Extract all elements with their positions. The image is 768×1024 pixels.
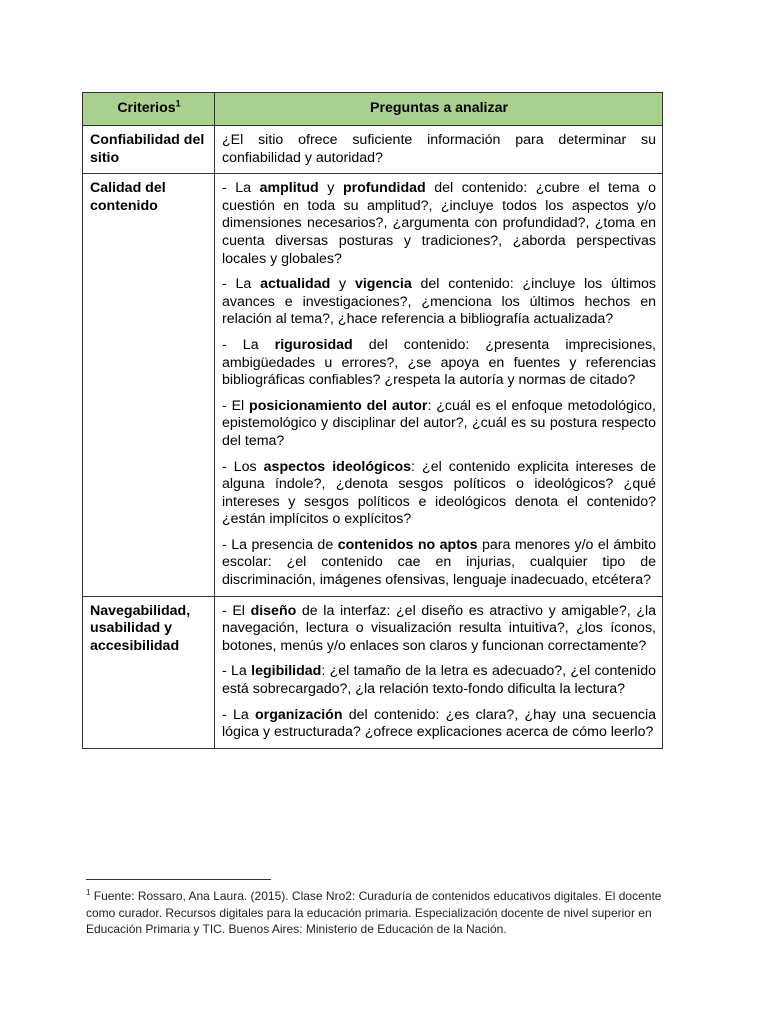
question-text: para menores y/o el ámbito escolar: ¿el contenido cae en injurias, cualquier tipo de discriminación, imágenes ofensivas, lenguaje inadecuado, etcétera? bbox=[222, 536, 657, 589]
question-paragraph bbox=[222, 132, 656, 167]
question-text: - Los bbox=[222, 458, 264, 475]
criterion-cell: Calidad del contenido bbox=[83, 174, 215, 596]
question-paragraph bbox=[222, 707, 656, 742]
question-text: de la interfaz: ¿el diseño es atractivo y amigable?, ¿la navegación, lectura o visualización resulta intuitiva?, ¿los íconos, botones, menús y/o enlaces son claros y funcionan correctamente? bbox=[222, 602, 656, 654]
question-text: - El bbox=[222, 397, 250, 414]
question-text: - La bbox=[222, 276, 261, 293]
question-paragraph bbox=[222, 276, 656, 329]
question-text: - La bbox=[222, 706, 256, 723]
question-text: y bbox=[330, 276, 355, 293]
key-term: diseño bbox=[250, 602, 297, 619]
key-term: aspectos ideológicos bbox=[263, 458, 412, 475]
question-text: - El bbox=[222, 602, 251, 619]
header-criterios: Criterios$^1$ bbox=[83, 93, 215, 126]
key-term: profundidad bbox=[342, 180, 426, 197]
footnote-mark: 1 bbox=[86, 888, 91, 897]
table-row bbox=[83, 596, 663, 748]
question-text: del contenido: ¿es clara?, ¿hay una secuencia lógica y estructurada? ¿ofrece explicaciones acerca de cómo leerlo? bbox=[222, 706, 657, 741]
question-text: : ¿cuál es el enfoque metodológico, epistemológico y disciplinar del autor?, ¿cuál es su postura respecto del tema? bbox=[222, 397, 656, 449]
footnote-ref: 1 bbox=[175, 98, 181, 109]
question-paragraph bbox=[222, 180, 656, 268]
question-paragraph bbox=[222, 459, 656, 529]
question-paragraph bbox=[222, 663, 656, 698]
table-header-row bbox=[83, 93, 663, 126]
table-row bbox=[83, 174, 663, 596]
question-text: : ¿el tamaño de la letra es adecuado?, ¿el contenido está sobrecargado?, ¿la relación texto-fondo dificulta la lectura? bbox=[222, 663, 656, 698]
key-term: legibilidad bbox=[251, 663, 322, 680]
question-text: - La bbox=[222, 336, 275, 353]
question-text: del contenido: ¿presenta imprecisiones, ambigüedades u errores?, ¿se apoya en fuentes y referencias bibliográficas confiables? ¿respeta la autoría y normas de citado? bbox=[222, 336, 656, 389]
questions-cell bbox=[215, 126, 663, 174]
question-text: del contenido: ¿cubre el tema o cuestión en toda su amplitud?, ¿incluye todos los aspectos y/o dimensiones necesarios?, ¿argumenta con profundidad?, ¿toma en cuenta diversas posturas y tradiciones?, ¿aborda perspectivas locales y globales? bbox=[222, 180, 657, 267]
key-term: rigurosidad bbox=[274, 336, 353, 353]
key-term: actualidad bbox=[260, 276, 331, 293]
key-term: posicionamiento del autor bbox=[249, 397, 428, 414]
key-term: vigencia bbox=[354, 276, 412, 293]
footnote bbox=[86, 888, 666, 938]
question-paragraph bbox=[222, 398, 656, 451]
question-paragraph bbox=[222, 603, 656, 656]
question-text: del contenido: ¿incluye los últimos avances e investigaciones?, ¿menciona los últimos hechos en relación al tema?, ¿hace referencia a bibliografía actualizada? bbox=[222, 276, 656, 328]
criterion-cell: Navegabilidad, usabilidad y accesibilidad bbox=[83, 596, 215, 748]
key-term: contenidos no aptos bbox=[337, 536, 478, 553]
criteria-table bbox=[82, 92, 663, 749]
question-text: - La bbox=[222, 663, 252, 680]
footnote-text: Fuente: Rossaro, Ana Laura. (2015). Clase Nro2: Curaduría de contenidos educativos digitales. El docente como curador. Recursos digitales para la educación primaria. Especialización docente de nivel superior en Educación Primaria y TIC. Buenos Aires: Ministerio de Educación de la Nación. bbox=[86, 889, 662, 936]
table-row bbox=[83, 126, 663, 174]
footnote-divider bbox=[86, 879, 271, 880]
question-text: ¿El sitio ofrece suficiente información para determinar su confiabilidad y autoridad? bbox=[222, 132, 656, 166]
header-preguntas: Preguntas a analizar bbox=[215, 93, 663, 126]
key-term: amplitud bbox=[259, 180, 319, 197]
question-paragraph bbox=[222, 537, 656, 590]
key-term: organización bbox=[255, 706, 343, 723]
question-text: - La bbox=[222, 180, 260, 197]
questions-cell bbox=[215, 174, 663, 596]
criterion-cell: Confiabilidad del sitio bbox=[83, 126, 215, 174]
question-text: - La presencia de bbox=[222, 536, 338, 553]
question-text: : ¿el contenido explicita intereses de alguna índole?, ¿denota sesgos políticos o ideológicos? ¿qué intereses y sesgos políticos e ideológicos denota el contenido? ¿están implícitos o explícitos? bbox=[222, 458, 656, 528]
question-text: y bbox=[318, 180, 343, 197]
questions-cell bbox=[215, 596, 663, 748]
question-paragraph bbox=[222, 337, 656, 390]
